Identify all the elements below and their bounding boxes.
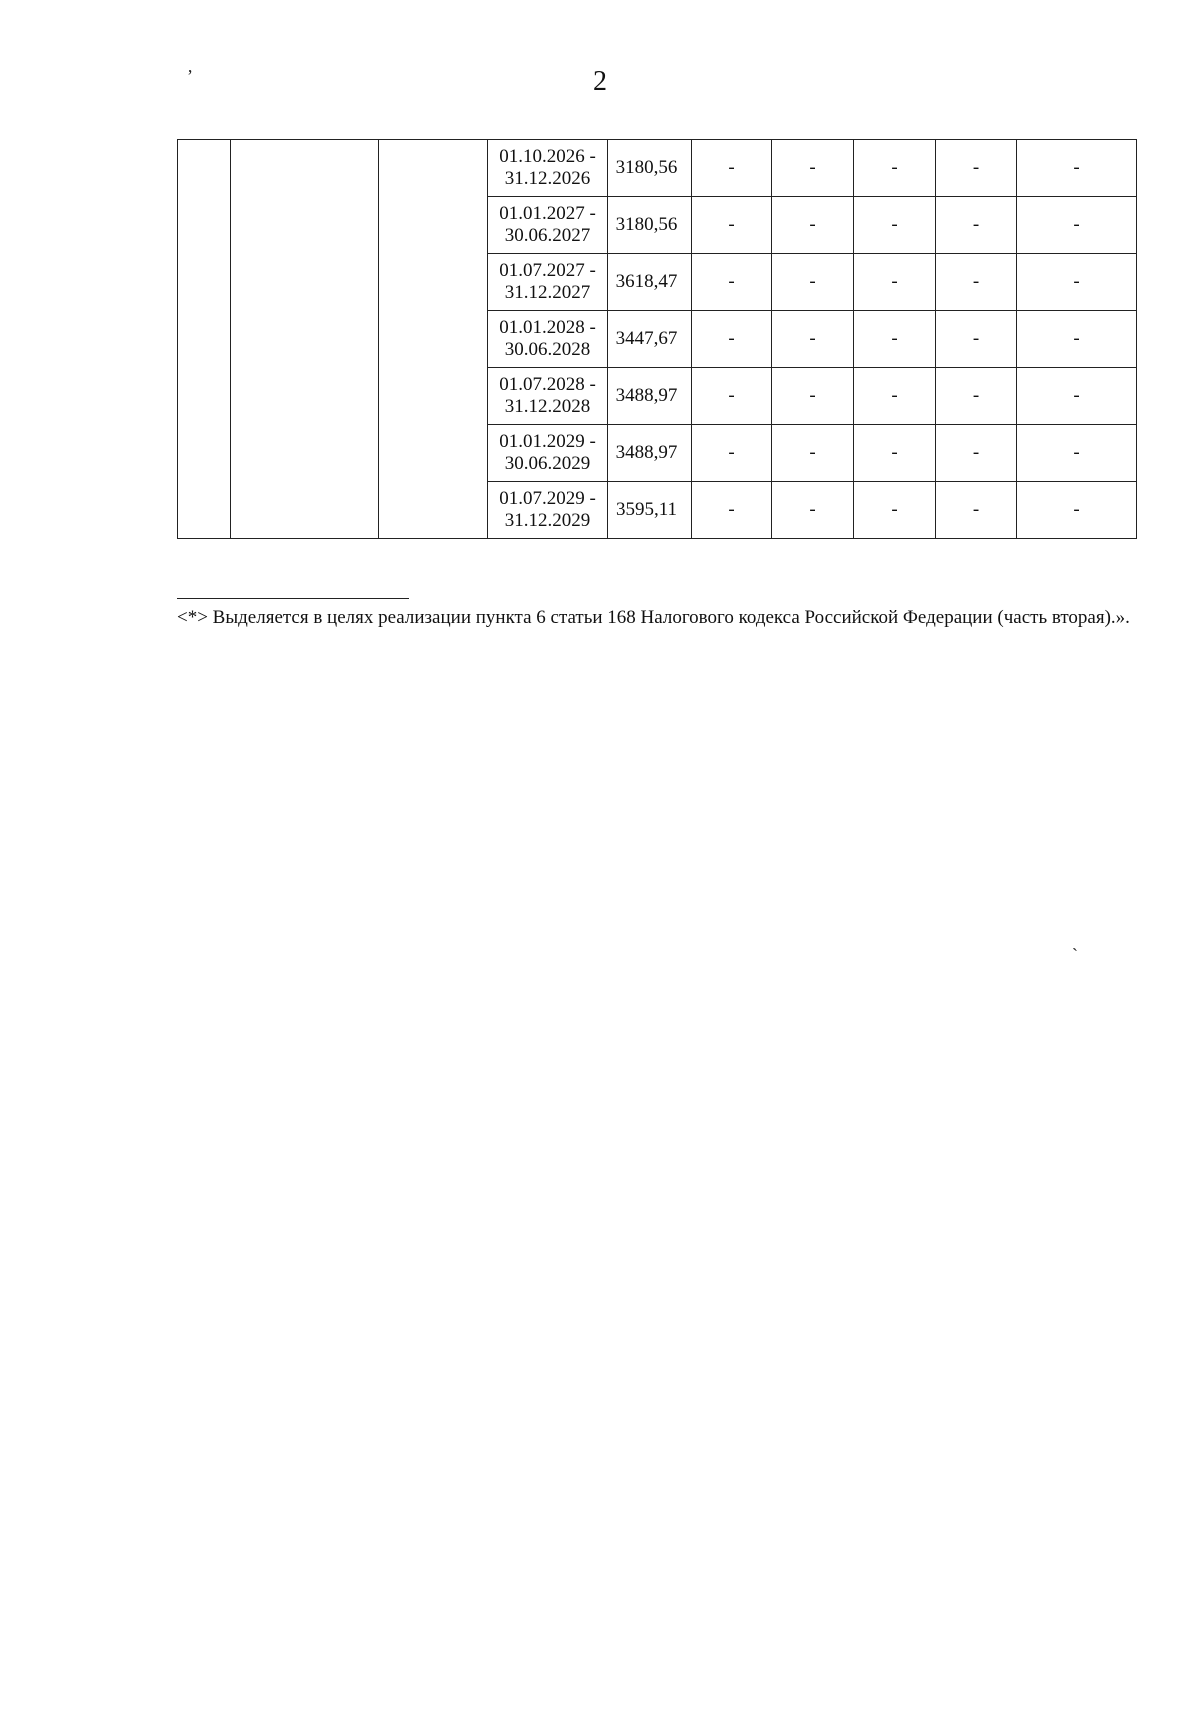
tariff-value-cell: 3488,97	[608, 368, 692, 425]
dash-cell: -	[692, 482, 772, 539]
empty-merged-cell	[379, 140, 488, 539]
dash-cell: -	[692, 197, 772, 254]
tariff-value-cell: 3180,56	[608, 140, 692, 197]
page-number: 2	[593, 66, 607, 97]
period-cell: 01.01.2027 - 30.06.2027	[488, 197, 608, 254]
dash-cell: -	[1017, 425, 1137, 482]
tariff-value-cell: 3488,97	[608, 425, 692, 482]
tariff-table	[177, 139, 1137, 539]
dash-cell: -	[1017, 140, 1137, 197]
period-cell: 01.07.2028 - 31.12.2028	[488, 368, 608, 425]
empty-merged-cell	[231, 140, 379, 539]
dash-cell: -	[936, 197, 1017, 254]
dash-cell: -	[854, 311, 936, 368]
dash-cell: -	[1017, 311, 1137, 368]
dash-cell: -	[692, 311, 772, 368]
dash-cell: -	[936, 254, 1017, 311]
dash-cell: -	[772, 368, 854, 425]
dash-cell: -	[1017, 254, 1137, 311]
dash-cell: -	[1017, 482, 1137, 539]
dash-cell: -	[854, 140, 936, 197]
dash-cell: -	[936, 311, 1017, 368]
period-cell: 01.07.2027 - 31.12.2027	[488, 254, 608, 311]
dash-cell: -	[854, 197, 936, 254]
period-cell: 01.01.2029 - 30.06.2029	[488, 425, 608, 482]
tariff-value-cell: 3180,56	[608, 197, 692, 254]
period-cell: 01.07.2029 - 31.12.2029	[488, 482, 608, 539]
empty-merged-cell	[178, 140, 231, 539]
table-row	[178, 140, 1137, 197]
dash-cell: -	[692, 368, 772, 425]
dash-cell: -	[692, 254, 772, 311]
dash-cell: -	[854, 482, 936, 539]
dash-cell: -	[772, 311, 854, 368]
period-cell: 01.01.2028 - 30.06.2028	[488, 311, 608, 368]
dash-cell: -	[1017, 197, 1137, 254]
scan-mark: `	[1072, 945, 1078, 965]
footnote-separator	[177, 598, 409, 599]
tariff-value-cell: 3618,47	[608, 254, 692, 311]
dash-cell: -	[772, 254, 854, 311]
dash-cell: -	[854, 425, 936, 482]
dash-cell: -	[772, 197, 854, 254]
tariff-value-cell: 3447,67	[608, 311, 692, 368]
dash-cell: -	[772, 140, 854, 197]
dash-cell: -	[854, 254, 936, 311]
dash-cell: -	[936, 425, 1017, 482]
scan-mark: ’	[187, 66, 193, 86]
tariff-value-cell: 3595,11	[608, 482, 692, 539]
dash-cell: -	[854, 368, 936, 425]
footnote-text: <*> Выделяется в целях реализации пункта 6 статьи 168 Налогового кодекса Российской Федерации (часть вторая).».	[177, 607, 1130, 628]
dash-cell: -	[692, 140, 772, 197]
dash-cell: -	[1017, 368, 1137, 425]
dash-cell: -	[936, 482, 1017, 539]
dash-cell: -	[772, 482, 854, 539]
dash-cell: -	[936, 368, 1017, 425]
dash-cell: -	[772, 425, 854, 482]
dash-cell: -	[692, 425, 772, 482]
dash-cell: -	[936, 140, 1017, 197]
period-cell: 01.10.2026 - 31.12.2026	[488, 140, 608, 197]
